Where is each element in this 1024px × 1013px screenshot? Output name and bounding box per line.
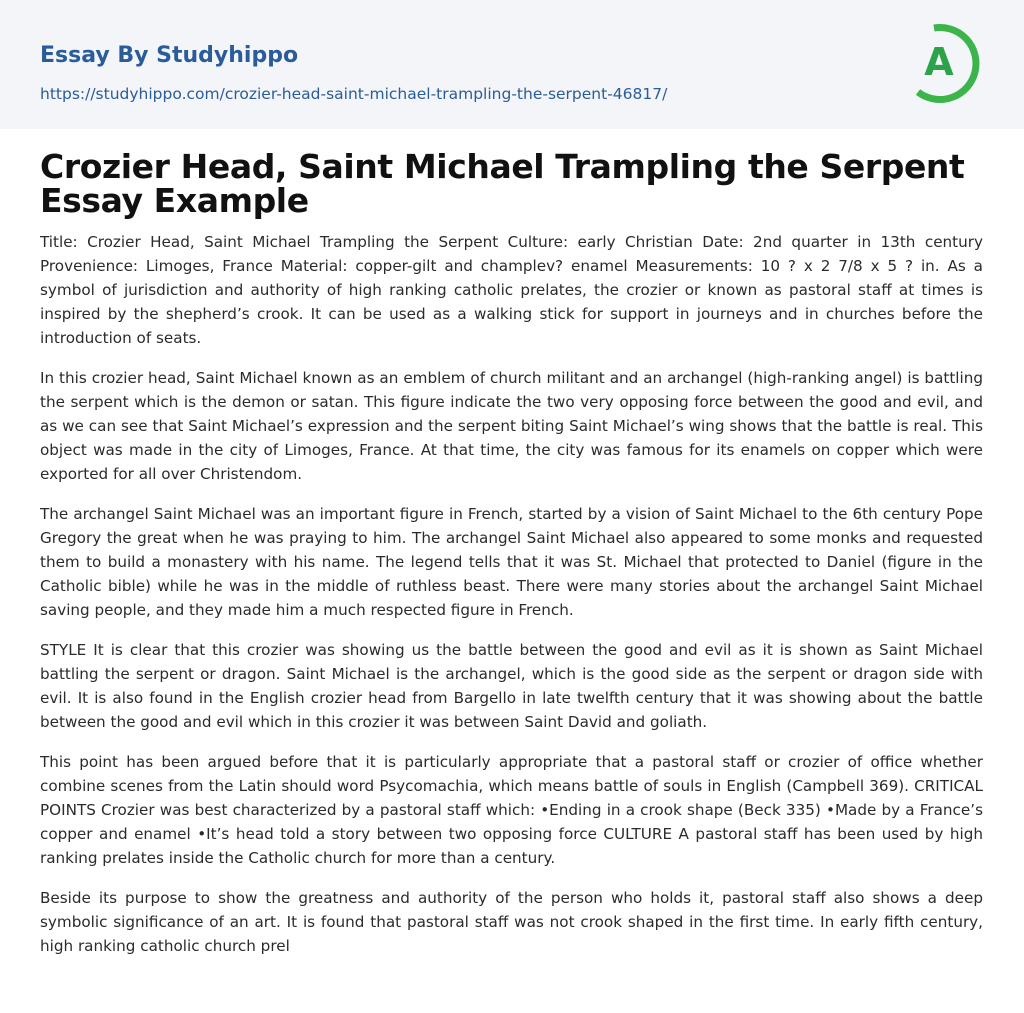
- logo-letter: A: [924, 40, 954, 84]
- paragraph: Title: Crozier Head, Saint Michael Trampling the Serpent Culture: early Christian Date: 2nd quarter in 13th century Provenience: Limoges, France Material: copper-gilt and champlev? enamel Measurements: 10 ? x 2 7/8 x 5 ? in. As a symbol of jurisdiction and authority of high ranking catholic prelates, the crozier or known as pastoral staff at times is inspired by the shepherd’s crook. It can be used as a walking stick for support in journeys and in churches before the introduction of seats.: [40, 233, 983, 347]
- paragraph: The archangel Saint Michael was an important figure in French, started by a vision of Saint Michael to the 6th century Pope Gregory the great when he was praying to him. The archangel Saint Michael also appeared to some monks and requested them to build a monastery with his name. The legend tells that it was St. Michael that protected to Daniel (figure in the Catholic bible) while he was in the middle of ruthless beast. There were many stories about the archangel Saint Michael saving people, and they made him a much respected figure in French.: [40, 505, 983, 619]
- site-header: [0, 0, 1024, 129]
- article: [40, 147, 983, 974]
- source-url-link[interactable]: https://studyhippo.com/crozier-head-saint-michael-trampling-the-serpent-46817/: [40, 85, 668, 103]
- paragraph: Beside its purpose to show the greatness and authority of the person who holds it, pastoral staff also shows a deep symbolic significance of an art. It is found that pastoral staff was not crook shaped in the first time. In early fifth century, high ranking catholic church prel: [40, 889, 983, 955]
- paragraph: STYLE It is clear that this crozier was showing us the battle between the good and evil as it is shown as Saint Michael battling the serpent or dragon. Saint Michael is the archangel, which is the good side as the serpent or dragon side with evil. It is also found in the English crozier head from Bargello in late twelfth century that it was showing about the battle between the good and evil which in this crozier it was between Saint David and goliath.: [40, 641, 983, 731]
- site-title: Essay By Studyhippo: [40, 43, 299, 68]
- paragraph: This point has been argued before that it is particularly appropriate that a pastoral staff or crozier of office whether combine scenes from the Latin should word Psycomachia, which means battle of souls in English (Campbell 369). CRITICAL POINTS Crozier was best characterized by a pastoral staff which: •Ending in a crook shape (Beck 335) •Made by a France’s copper and enamel •It’s head told a story between two opposing force CULTURE A pastoral staff has been used by high ranking prelates inside the Catholic church for more than a century.: [40, 753, 983, 867]
- logo-ring-icon: [912, 18, 988, 106]
- page-title: Crozier Head, Saint Michael Trampling the Serpent Essay Example: [40, 147, 965, 220]
- paragraph: In this crozier head, Saint Michael known as an emblem of church militant and an archangel (high-ranking angel) is battling the serpent which is the demon or satan. This figure indicate the two very opposing force between the good and evil, and as we can see that Saint Michael’s expression and the serpent biting Saint Michael’s wing shows that the battle is real. This object was made in the city of Limoges, France. At that time, the city was famous for its enamels on copper which were exported for all over Christendom.: [40, 369, 983, 483]
- studyhippo-logo[interactable]: [912, 18, 988, 106]
